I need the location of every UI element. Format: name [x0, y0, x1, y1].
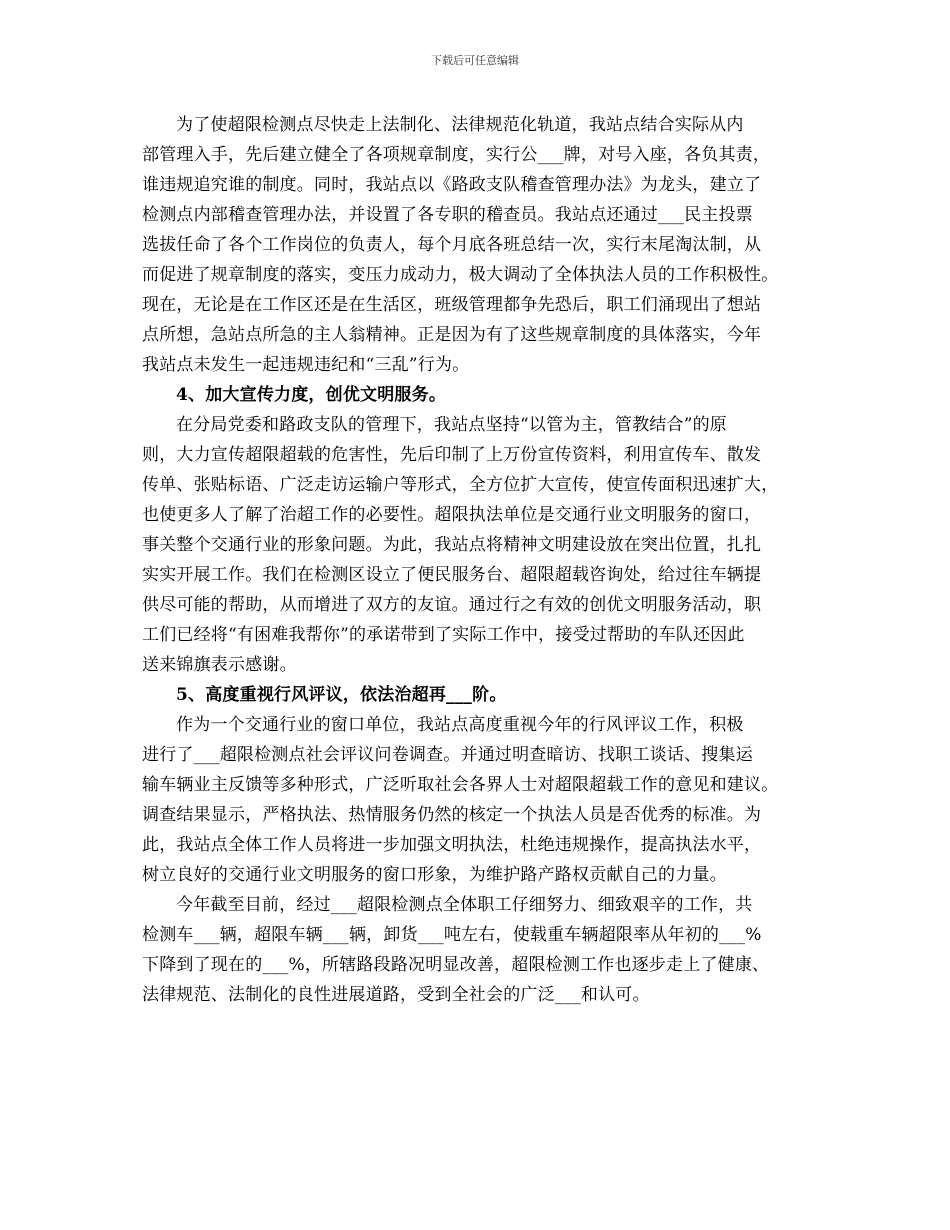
text-line: 供尽可能的帮助，从而增进了双方的友谊。通过行之有效的创优文明服务活动，职 [142, 595, 762, 615]
text-line: 选拔任命了各个工作岗位的负责人，每个月底各班总结一次，实行末尾淘汰制，从 [142, 235, 762, 255]
text-line: 法律规范、法制化的良性进展道路，受到全社会的广泛___和认可。 [142, 985, 650, 1005]
page-header: 下载后可任意编辑 [431, 54, 519, 67]
section-heading-4 [142, 380, 812, 410]
text-line: 则，大力宣传超限超载的危害性，先后印制了上万份宣传资料，利用宣传车、散发 [142, 445, 762, 465]
paragraph-results [142, 890, 812, 1010]
text-line: 现在，无论是在工作区还是在生活区，班级管理都争先恐后，职工们涌现出了想站 [142, 295, 762, 315]
text-line: 检测点内部稽查管理办法，并设置了各专职的稽查员。我站点还通过___民主投票 [142, 205, 753, 225]
paragraph-publicity [142, 410, 812, 680]
text-line: 为了使超限检测点尽快走上法制化、法律规范化轨道，我站点结合实际从内 [176, 115, 744, 135]
text-line: 输车辆业主反馈等多种形式，广泛听取社会各界人士对超限超载工作的意见和建议。 [142, 775, 779, 795]
text-line: 我站点未发生一起违规违纪和“三乱”行为。 [142, 355, 470, 375]
text-line: 此，我站点全体工作人员将进一步加强文明执法，杜绝违规操作，提高执法水平， [142, 835, 762, 855]
text-line: 进行了___超限检测点社会评议问卷调查。并通过明查暗访、找职工谈话、搜集运 [142, 745, 753, 765]
text-line: 实实开展工作。我们在检测区设立了便民服务台、超限超载咨询处，给过往车辆提 [142, 565, 762, 585]
text-line: 工们已经将“有困难我帮你”的承诺带到了实际工作中，接受过帮助的车队还因此 [142, 625, 745, 645]
text-line: 也使更多人了解了治超工作的必要性。超限执法单位是交通行业文明服务的窗口， [142, 505, 762, 525]
text-line: 点所想，急站点所急的主人翁精神。正是因为有了这些规章制度的具体落实，今年 [142, 325, 762, 345]
text-line: 谁违规追究谁的制度。同时，我站点以《路政支队稽查管理办法》为龙头，建立了 [142, 175, 762, 195]
paragraph-evaluation [142, 710, 812, 890]
text-line: 在分局党委和路政支队的管理下，我站点坚持“以管为主，管教结合”的原 [176, 415, 727, 435]
text-line: 检测车___辆，超限车辆___辆，卸货___吨左右，使载重车辆超限率从年初的___% [142, 925, 762, 945]
text-line: 今年截至目前，经过___超限检测点全体职工仔细努力、细致艰辛的工作，共 [176, 895, 753, 915]
text-line: 调查结果显示，严格执法、热情服务仍然的核定一个执法人员是否优秀的标准。为 [142, 805, 762, 825]
paragraph-management-rules [142, 110, 812, 380]
text-line: 树立良好的交通行业文明服务的窗口形象，为维护路产路权贡献自己的力量。 [142, 865, 727, 885]
text-line: 部管理入手，先后建立健全了各项规章制度，实行公___牌，对号入座，各负其责， [142, 145, 771, 165]
heading-text: 5、高度重视行风评议，依法治超再___阶。 [176, 685, 507, 705]
text-line: 传单、张贴标语、广泛走访运输户等形式，全方位扩大宣传，使宣传面积迅速扩大， [142, 475, 779, 495]
text-line: 而促进了规章制度的落实，变压力成动力，极大调动了全体执法人员的工作积极性。 [142, 265, 779, 285]
text-line: 下降到了现在的___%，所辖路段路况明显改善，超限检测工作也逐步走上了健康、 [142, 955, 770, 975]
text-line: 事关整个交通行业的形象问题。为此，我站点将精神文明建设放在突出位置，扎扎 [142, 535, 762, 555]
text-line: 作为一个交通行业的窗口单位，我站点高度重视今年的行风评议工作，积极 [176, 715, 744, 735]
section-heading-5 [142, 680, 812, 710]
heading-text: 4、加大宣传力度，创优文明服务。 [176, 385, 447, 405]
text-line: 送来锦旗表示感谢。 [142, 655, 297, 675]
document-body [142, 110, 812, 1010]
